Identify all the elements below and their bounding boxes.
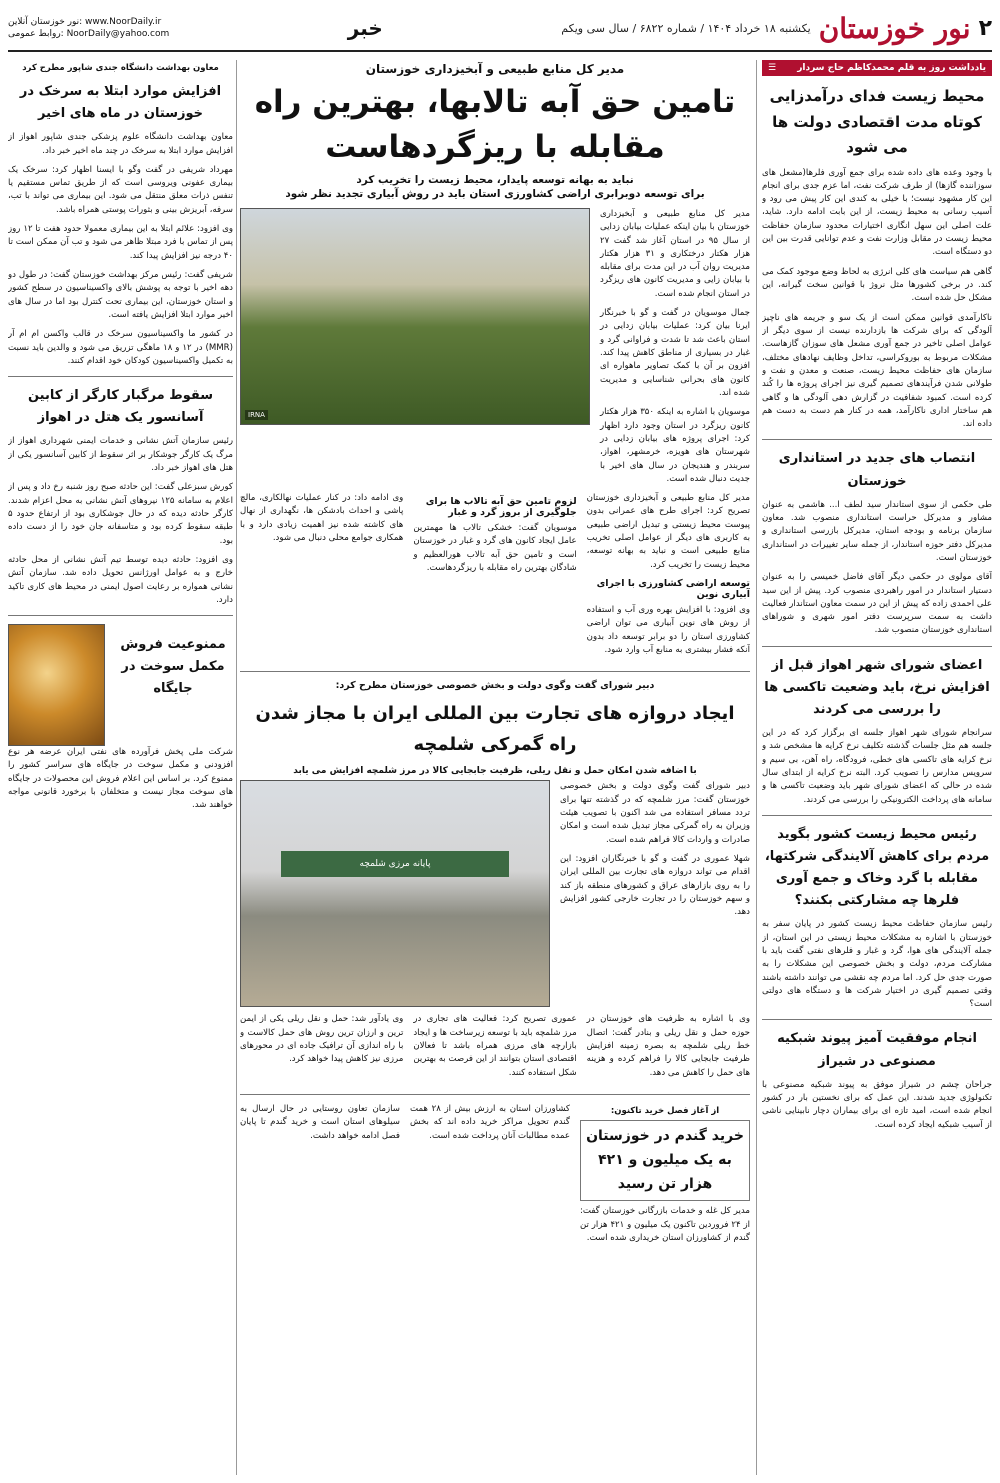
article-paragraph: مدیر کل غله و خدمات بازرگانی خوزستان گفت: از ۲۴ فروردین تاکنون یک میلیون و ۴۲۱ هزار تن گندم از کشاورزان استان خریداری شده است. <box>580 1206 750 1244</box>
article-paragraph: کورش سبزعلی گفت: این حادثه صبح روز شنبه رخ داد و پس از اعلام به سامانه ۱۲۵ نیروهای آتش نشانی به محل اعزام شدند. کارگر حادثه دیده که در حال جوشکاری بود از ارتفاع حدود ۵ طبقه سقوط کرده بود و متاسفانه جان خود را از دست داده بود. <box>8 482 233 546</box>
article-paragraph: وی یادآور شد: حمل و نقل ریلی یکی از ایمن ترین و ارزان ترین روش های حمل کالاست و با راه اندازی آن ترافیک جاده ای در محورهای مرزی نیز کاهش پیدا خواهد کرد. <box>240 1014 404 1065</box>
article-paragraph: با وجود وعده های داده شده برای جمع آوری فلرها(مشعل های سوزاننده گازها) از طرف شرکت نفت، اما عزم جدی برای انجام این کار مشهود نیست؛ با خیلی به کندی این کار پیش می رود و آسیب رسانی به محیط زیست، از این بابت ادامه دارد. شاید، علت اصلی این سهل انگاری اختیارات محدود سازمان حفاظت محیط زیست در مقابل وزارت نفت و عدم توانایی قدرت بین این دو دستگاه است. <box>762 167 992 258</box>
article-paragraph: دبیر شورای گفت وگوی دولت و بخش خصوصی خوزستان گفت: مرز شلمچه که در گذشته تنها برای تردد مسافر استفاده می شد اکنون با تصویب هیئت وزیران به راه گمرکی مجاز تبدیل شده است و امکان صادرات و واردات کالا فراهم شده است. <box>560 781 750 845</box>
article2-text <box>413 1013 576 1086</box>
article-kicker: معاون بهداشت دانشگاه جندی شاپور مطرح کرد <box>22 63 219 73</box>
article-paragraph: مدیر کل منابع طبیعی و آبخیزداری خوزستان تصریح کرد: اجرای طرح های عمرانی بدون پیوست محیط زیستی و تبدیل اراضی طبیعی به کاربری های دیگر از عوامل اصلی تخریب منابع طبیعی است و نباید به بهانه توسعه، محیط زیست را تخریب کرد. <box>586 493 750 570</box>
article-title[interactable]: انتصاب های جدید در استانداری خوزستان <box>778 451 976 489</box>
divider <box>762 646 992 647</box>
article2-text <box>587 1013 750 1086</box>
article-title[interactable]: محیط زیست فدای درآمدزایی کوتاه مدت اقتصادی دولت ها می شود <box>769 87 985 156</box>
page-number: ۲ <box>978 15 992 41</box>
article-title[interactable]: افزایش موارد ابتلا به سرخک در خوزستان در ماه های اخیر <box>19 84 222 122</box>
menu-lines-icon: ☰ <box>768 63 777 73</box>
right-column <box>762 60 992 1475</box>
article-paragraph: در کشور ما واکسیناسیون سرخک در قالب واکسن ام ام آر (MMR) در ۱۲ و ۱۸ ماهگی تزریق می شود و والدین باید نسبت به تکمیل واکسیناسیون کودکان خود اقدام کنند. <box>8 329 233 366</box>
article-paragraph: شرکت ملی پخش فرآورده های نفتی ایران عرضه هر نوع افزودنی و مکمل سوخت در جایگاه های سراسر کشور را ممنوع کرد. بر اساس این اعلام فروش این محصولات در جایگاه های سوخت مجاز نیست و متخلفان با برخورد قانونی مواجه خواهند شد. <box>8 747 233 811</box>
article2-kicker: دبیر شورای گفت وگوی دولت و بخش خصوصی خوزستان مطرح کرد: <box>335 680 655 692</box>
wheat-text <box>410 1103 570 1251</box>
article-paragraph: مدیر کل منابع طبیعی و آبخیزداری خوزستان با بیان اینکه عملیات بیابان زدایی از سال ۹۵ در استان آغاز شد گفت ۲۷ هزار هکتار درختکاری و ۳۱ هزار هکتار مدیریت روان آب در این مدت برای مقابله با بیابان زایی و مدیریت کانون های ریزگرد در استان انجام شده است. <box>600 208 750 299</box>
contact-site[interactable]: نور خوزستان آنلاین: www.NoorDaily.ir <box>8 16 162 27</box>
article-paragraph: موسویان با اشاره به اینکه ۳۵۰ هزار هکتار کانون ریزگرد در استان وجود دارد اظهار کرد: اجرای پروژه های بیابان زدایی در شهرستان های هویزه، خرمشهر، اهواز، سربندر و هندیجان در سال های اخیر با جدیت دنبال شده است. <box>600 407 750 484</box>
fuel-article-head <box>8 624 233 746</box>
article-title[interactable]: انجام موفقیت آمیز پیوند شبکیه مصنوعی در شیراز <box>777 1031 977 1069</box>
main-subtitle: برای توسعه دوبرابری اراضی کشاورزی استان باید در روش آبیاری تجدید نظر شود <box>285 187 705 200</box>
article-paragraph: عموری تصریح کرد: فعالیت های تجاری در مرز شلمچه باید با توسعه زیرساخت ها و ایجاد بازارچه های مرزی همراه باشد تا فعالان اقتصادی استان بتوانند از این فرصت به بهترین شکل استفاده کنند. <box>413 1014 577 1078</box>
divider <box>8 376 233 377</box>
main-col <box>413 492 576 663</box>
left-column <box>8 60 233 1475</box>
article2-subtitle: با اضافه شدن امکان حمل و نقل ریلی، ظرفیت جابجایی کالا در مرز شلمچه افزایش می یابد <box>293 766 697 777</box>
article-subhead: توسعه اراضی کشاورزی با اجرای آبیاری نوین <box>596 578 750 600</box>
section-title: خبر <box>347 16 383 40</box>
divider <box>8 615 233 616</box>
article-paragraph: آقای مولوی در حکمی دیگر آقای فاضل خمیسی را به عنوان دستیار استاندار در امور راهبردی منصوب کرد. پیش از این سید علی احمدی زاده که پیش از این در سمت معاون استاندار فعالیت داشت به سمت سرپرست دفتر امور شهری و شوراهای استانداری خوزستان منصوب شد. <box>762 572 992 636</box>
newspaper-logo[interactable]: نور خوزستان <box>818 11 971 45</box>
editorial-tag <box>762 60 992 76</box>
article-paragraph: گاهی هم سیاست های کلی انرژی به لحاظ وضع موجود کمک می کند. در برخی کشورها مثل نروژ با قوانین سخت گیرانه، این مشکل حل شده است. <box>762 266 992 304</box>
issue-info: یکشنبه ۱۸ خرداد ۱۴۰۴ / شماره ۶۸۲۲ / سال سی ویکم <box>561 21 811 35</box>
article-paragraph: معاون بهداشت دانشگاه علوم پزشکی جندی شاپور اهواز از افزایش موارد ابتلا به سرخک در چند ماه اخیر خبر داد. <box>8 132 233 156</box>
article-title[interactable]: سقوط مرگبار کارگر از کابین آسانسور یک هتل در اهواز <box>27 388 214 426</box>
plants-photo <box>240 208 590 425</box>
article-paragraph: رئیس سازمان حفاظت محیط زیست کشور در پایان سفر به خوزستان با اشاره به مشکلات محیط زیستی در این استان، از جمله آلایندگی های هوا، گرد و غبار و فلرهای نفتی گفت باید با مشارکت مردم، دولت و بخش خصوصی این مشکلات را به صورت جدی حل کرد. اما مردم چه نقشی می توانند داشته باشند وقتی تصمیم گیری در اختیار شرکت ها و دستگاه های دولتی است؟ <box>762 919 992 1010</box>
article-title[interactable]: اعضای شورای شهر اهواز قبل از افزایش نرخ، باید وضعیت تاکسی ها را بررسی می کردند <box>764 657 990 717</box>
column-rule <box>756 60 757 1475</box>
article-paragraph: وی افزود: با افزایش بهره وری آب و استفاده از روش های نوین آبیاری می توان اراضی کشاورزی استان را دو برابر توسعه داد بدون آنکه فشار بیشتری به منابع آب وارد شود. <box>586 605 750 655</box>
divider <box>240 1094 750 1095</box>
article-paragraph: سازمان تعاون روستایی در حال ارسال به سیلوهای استان است و خرید گندم تا پایان فصل ادامه خواهد داشت. <box>240 1104 400 1141</box>
main-col <box>587 492 750 663</box>
main-bottom-block <box>240 492 750 663</box>
article2-text <box>240 1013 403 1086</box>
wheat-text <box>240 1103 400 1251</box>
article-paragraph: موسویان گفت: خشکی تالاب ها مهمترین عامل ایجاد کانون های گرد و غبار در خوزستان است و تامین حق آبه تالاب هورالعظیم و شادگان بهترین راه مقابله با ریزگردهاست. <box>413 523 577 574</box>
article-paragraph: طی حکمی از سوی استاندار سید لطف ا... هاشمی به عنوان مشاور و مدیرکل حراست استانداری منصوب شد. معاون سازمان برنامه و بودجه استان، مدیرکل بازرسی استانداری و مدیرکل دفتر حوزه استاندار، از جمله سایر تغییرات در استانداری خوزستان است. <box>762 499 992 563</box>
column-rule <box>236 60 237 1475</box>
main-text-right <box>600 208 750 492</box>
article-title[interactable]: رئیس محیط زیست کشور بگوید مردم برای کاهش آلایندگی شرکتها، مقابله با گرد وخاک و جمع آوری فلرها چه مشارکتی بکنند؟ <box>764 826 990 909</box>
article-subhead: لزوم تامین حق آبه تالاب ها برای جلوگیری از بروز گرد و غبار <box>425 496 577 519</box>
photo-credit: IRNA <box>245 410 268 420</box>
article-paragraph: جراحان چشم در شیراز موفق به پیوند شبکیه مصنوعی با تکنولوژی جدید شدند. این عمل که برای نخستین بار در کشور انجام شده است، امید تازه ای برای بیماران دچار نابینایی ناشی از آسیب شبکیه ایجاد کرده است. <box>762 1079 992 1130</box>
article-paragraph: وی ادامه داد: در کنار عملیات نهالکاری، مالچ پاشی و احداث بادشکن ها، نگهداری از نهال های کاشته شده نیز اهمیت زیادی دارد و با همکاری جوامع محلی دنبال می شود. <box>240 493 404 544</box>
article-paragraph: وی با اشاره به ظرفیت های خوزستان در حوزه حمل و نقل ریلی و بنادر گفت: اتصال خط ریلی شلمچه به بصره زمینه افزایش ظرفیت جابجایی کالا را فراهم کرده و هزینه های حمل را کاهش می دهد. <box>586 1014 750 1078</box>
article-paragraph: شهلا عموری در گفت و گو با خبرنگاران افزود: این اقدام می تواند دروازه های تجارت بین المللی ایران را به روی بازارهای عراق و کشورهای منطقه باز کند و سهم خوزستان را در تجارت خارجی کشور افزایش دهد. <box>560 854 750 918</box>
article2-headline[interactable]: ایجاد دروازه های تجارت بین المللی ایران با مجاز شدن راه گمرکی شلمچه <box>255 703 735 755</box>
gate-sign: پایانه مرزی شلمچه <box>281 851 509 877</box>
article2-block <box>240 1013 750 1086</box>
fuel-nozzle-photo <box>8 624 105 746</box>
main-col <box>240 492 403 663</box>
article-paragraph: جمال موسویان در گفت و گو با خبرنگار ایرنا بیان کرد: عملیات بیابان زدایی در استان باعث شد تا شدت و فراوانی گرد و غبار در بسیاری از مناطق کاهش پیدا کند. افزون بر آن با کمک تصاویر ماهواره ای کانون های بحرانی شناسایی و مدیریت شده اند. <box>600 308 750 398</box>
article-paragraph: وی افزود: حادثه دیده توسط تیم آتش نشانی از محل حادثه خارج و به عوامل اورژانس تحویل داده شد. سازمان آتش نشانی همواره بر رعایت اصول ایمنی در محیط های کاری تاکید دارد. <box>8 554 233 605</box>
article-paragraph: سرانجام شورای شهر اهواز جلسه ای برگزار کرد که در این جلسه هم مثل جلسات گذشته تکلیف نرخ کرایه ها مشخص شد و نرخ کرایه های تاکسی های خطی، فرودگاه، راه آهن، بی سیم و سرویس مدارس را تصویب کرد. البته نرخ کرایه از ابتدای سال شده در حالی که اعضای شورای شهر باید وضعیت تاکسی ها و سامانه های پرداخت الکترونیکی را بررسی می کردند. <box>762 728 992 805</box>
main-kicker: مدیر کل منابع طبیعی و آبخیزداری خوزستان <box>365 62 625 76</box>
main-top-block <box>240 208 750 492</box>
page-header <box>8 6 992 52</box>
article-paragraph: کشاورزان استان به ارزش بیش از ۲۸ همت گندم تحویل مراکز خرید داده اند که بخش عمده مطالبات آنان پرداخت شده است. <box>410 1104 571 1141</box>
contact-email[interactable]: روابط عمومی: NoorDaily@yahoo.com <box>8 29 170 39</box>
article-paragraph: ناکارآمدی قوانین ممکن است از یک سو و جریمه های ناچیز آلودگی که برای شرکت ها بازدارنده نیست از سوی دیگر از عوامل اصلی تاخیر در جمع آوری مشعل های سوزان گازهاست. مشکلات مربوط به بوروکراسی، تداخل وظایف نهادهای مختلف، سازمان های حفاظت محیط زیست، صنعت و معدن و نفت و طولانی شدن فرآیندهای تصمیم گیری نیز اجرای پروژه ها را کُند کرده است. کمبود شفافیت در گزارش دهی آلودگی ها و گاهی هم ساختار اداری ناکارآمد، همه در کنار هم دست به دست هم داده اند. <box>762 312 992 430</box>
divider <box>762 1019 992 1020</box>
masthead <box>561 12 992 45</box>
article-paragraph: رئیس سازمان آتش نشانی و خدمات ایمنی شهرداری اهواز از مرگ یک کارگر جوشکار بر اثر سقوط از کابین آسانسور یکی از هتل های اهواز خبر داد. <box>8 436 233 473</box>
wheat-block <box>240 1103 750 1251</box>
article-paragraph: وی افزود: علائم ابتلا به این بیماری معمولا حدود هفت تا ۱۲ روز پس از تماس با فرد مبتلا ظاهر می شود و تب آن ممکن است تا ۴۰ درجه نیز افزایش پیدا کند. <box>8 224 233 261</box>
contact-info <box>8 16 169 40</box>
divider <box>240 671 750 672</box>
main-subtitle: نباید به بهانه توسعه پایدار، محیط زیست را تخریب کرد <box>356 173 634 186</box>
editorial-tag-label: یادداشت روز به قلم محمدکاظم حاج سردار <box>797 63 986 73</box>
border-crossing-photo <box>240 780 550 1007</box>
article2-text <box>560 780 750 1007</box>
article-title[interactable]: ممنوعیت فروش مکمل سوخت در جایگاه <box>120 637 226 697</box>
wheat-box <box>580 1103 750 1251</box>
main-headline[interactable]: تامین حق آبه تالابها، بهترین راه مقابله با ریزگردهاست <box>254 84 736 165</box>
middle-column <box>240 60 750 1475</box>
article-paragraph: مهرداد شریفی در گفت وگو با ایسنا اظهار کرد: سرخک یک بیماری عفونی ویروسی است که از طریق تماس مستقیم یا تنفس ذرات معلق منتقل می شود. این بیماری می تواند با تب، سرفه، آبریزش بینی و بثورات پوستی همراه باشد. <box>8 164 233 215</box>
wheat-headline[interactable]: خرید گندم در خوزستان به یک میلیون و ۴۲۱ هزار تن رسید <box>580 1120 750 1201</box>
wheat-kicker: از آغاز فصل خرید تاکنون: <box>610 1106 720 1116</box>
article2-block <box>240 780 750 1007</box>
divider <box>762 439 992 440</box>
divider <box>762 815 992 816</box>
article-paragraph: شریفی گفت: رئیس مرکز بهداشت خوزستان گفت: در طول دو دهه اخیر با توجه به پوشش بالای واکسیناسیون در سطح کشور و استان خوزستان، این بیماری تحت کنترل بود اما در سال های اخیر موارد ابتلا افزایش یافته است. <box>8 270 233 320</box>
